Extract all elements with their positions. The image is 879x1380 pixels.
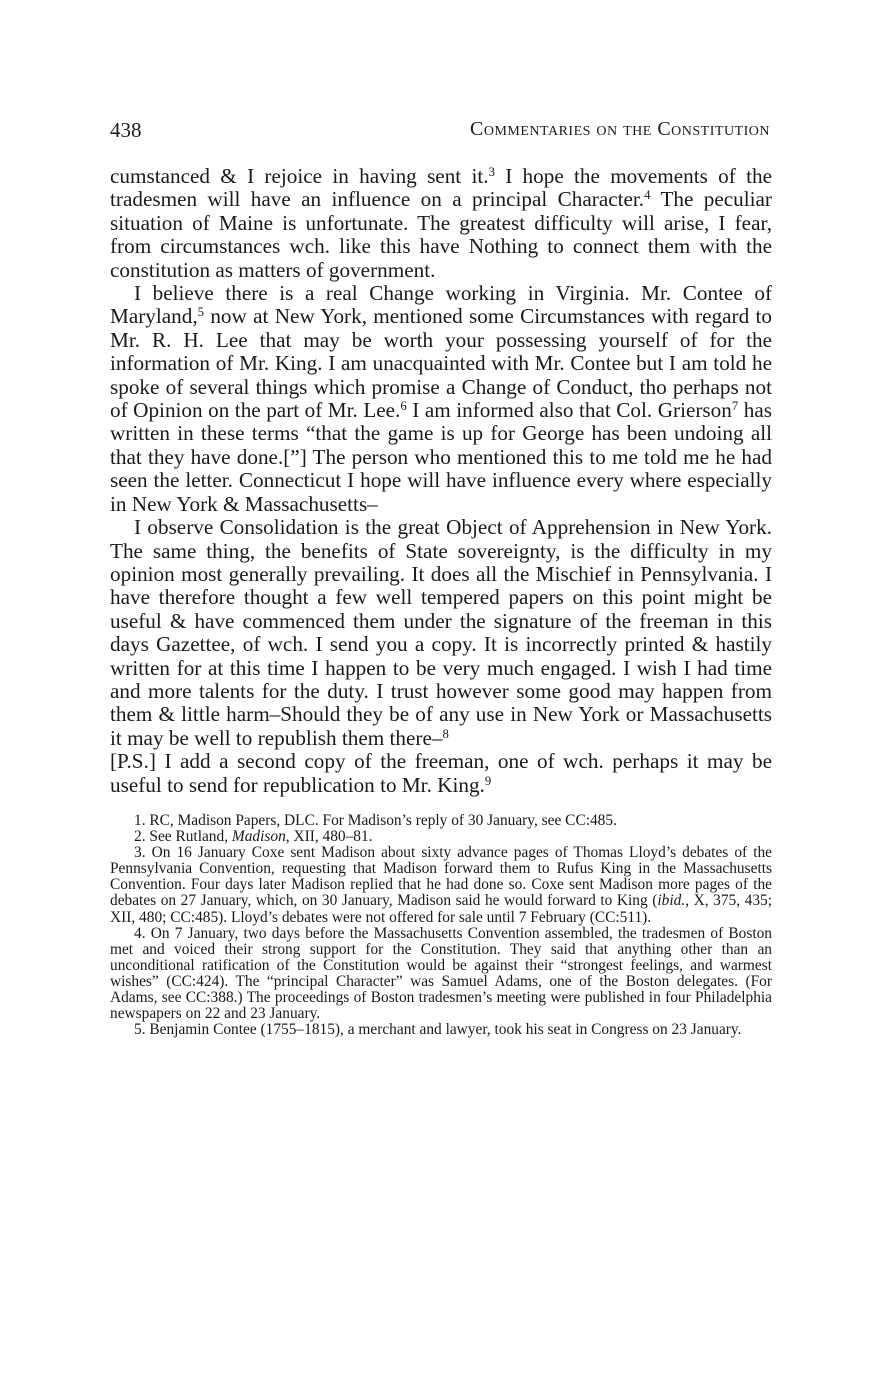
footnote-ref-3: 3 xyxy=(488,165,495,180)
page-header xyxy=(110,118,770,148)
body-paragraph-2 xyxy=(110,282,772,516)
text-run: cumstanced & I rejoice in having sent it. xyxy=(110,164,489,188)
footnote-ref-8: 8 xyxy=(442,726,449,741)
text-run: [P.S.] I add a second copy of the freeman, one of wch. perhaps it may be useful to send for republication to Mr. King. xyxy=(110,749,772,797)
body-paragraph-1 xyxy=(110,165,772,282)
text-run: , X, 375, 435; XII, 480; CC:485). Lloyd’s debates were not offered for sale until 7 February (CC:511). xyxy=(110,892,773,926)
footnote-ref-5: 5 xyxy=(197,305,205,320)
footnote-ref-6: 6 xyxy=(400,399,407,414)
text-run: I observe Consolidation is the great Object of Apprehension in New York. The same thing, the benefits of State sovereignty, is the difficulty in my opinion most generally prevailing. It does all the Mischief in Pennsylvania. I have therefore thought a few well tempered papers on this point might be useful & have commenced them under the signature of the freeman in this days Gazettee, of wch. I send you a copy. It is incorrectly printed & hastily written for at this time I happen to be very much engaged. I wish I had time and more talents for the duty. I trust however some good may happen from them & little harm–Should they be of any use in New York or Massachusetts it may be well to republish them there– xyxy=(110,515,772,750)
footnote-5: 5. Benjamin Contee (1755–1815), a merchant and lawyer, took his seat in Congress on 23 January. xyxy=(134,1021,742,1039)
body-paragraph-3 xyxy=(110,516,772,750)
footnote-ref-4: 4 xyxy=(644,188,651,203)
letter-body xyxy=(110,165,772,1038)
text-run: The peculiar situation of Maine is unfortunate. The greatest difficulty will arise, I fear, from circumstances wch. like this have Nothing to connect them with the constitution as matters of government. xyxy=(110,187,772,282)
footnote-ref-9: 9 xyxy=(484,773,492,788)
footnotes xyxy=(110,813,772,1038)
text-run: , XII, 480–81. xyxy=(285,828,373,846)
footnote-1: 1. RC, Madison Papers, DLC. For Madison’s reply of 30 January, see CC:485. xyxy=(134,811,617,829)
text-run: I believe there is a real Change working in Virginia. Mr. Contee of Maryland, xyxy=(110,281,772,329)
text-run: now at New York, mentioned some Circumstances with regard to Mr. R. H. Lee that may be worth your possessing yourself of for the information of Mr. King. I am unacquainted with Mr. Contee but I am told he spoke of several things which promise a Change of Conduct, tho perhaps not of Opinion on the part of Mr. Lee. xyxy=(110,304,772,423)
text-run: 3. On 16 January Coxe sent Madison about sixty advance pages of Thomas Lloyd’s debates of the Pennsylvania Convention, requesting that Madison forward them to Rufus King in the Massachusetts Convention. Four days later Madison replied that he had done so. Coxe sent Madison more pages of the debates on 27 January, which, on 30 January, Madison said he would forward to King ( xyxy=(110,844,772,910)
page-number: 438 xyxy=(110,118,142,142)
postscript xyxy=(110,750,772,797)
text-run: I hope the movements of the tradesmen will have an influence on a principal Character. xyxy=(110,164,773,212)
text-run: I am informed also that Col. Grierson xyxy=(406,398,732,423)
running-title: Commentaries on the Constitution xyxy=(470,118,770,140)
text-run: has written in these terms “that the game is up for George has been undoing all that they have done.[”] The person who mentioned this to me told me he had seen the letter. Connecticut I hope will have influence every where especially in New York & Massachusetts– xyxy=(110,398,772,516)
text-run: 2. See Rutland, xyxy=(134,828,232,846)
italic-abbrev: ibid. xyxy=(657,892,686,910)
footnote-3 xyxy=(110,845,772,925)
italic-title: Madison xyxy=(231,828,286,846)
footnote-2 xyxy=(110,829,772,845)
footnote-4: 4. On 7 January, two days before the Massachusetts Convention assembled, the tradesmen of Boston met and voiced their strong support for the Constitution. They said that anything other than an unconditional ratification of the Constitution would be against their “strongest feelings, and warmest wishes” (CC:424). The “principal Character” was Samuel Adams, one of the Boston delegates. (For Adams, see CC:388.) The proceedings of Boston tradesmen’s meeting were published in four Philadelphia newspapers on 22 and 23 January. xyxy=(110,924,772,1023)
footnote-ref-7: 7 xyxy=(731,399,739,414)
